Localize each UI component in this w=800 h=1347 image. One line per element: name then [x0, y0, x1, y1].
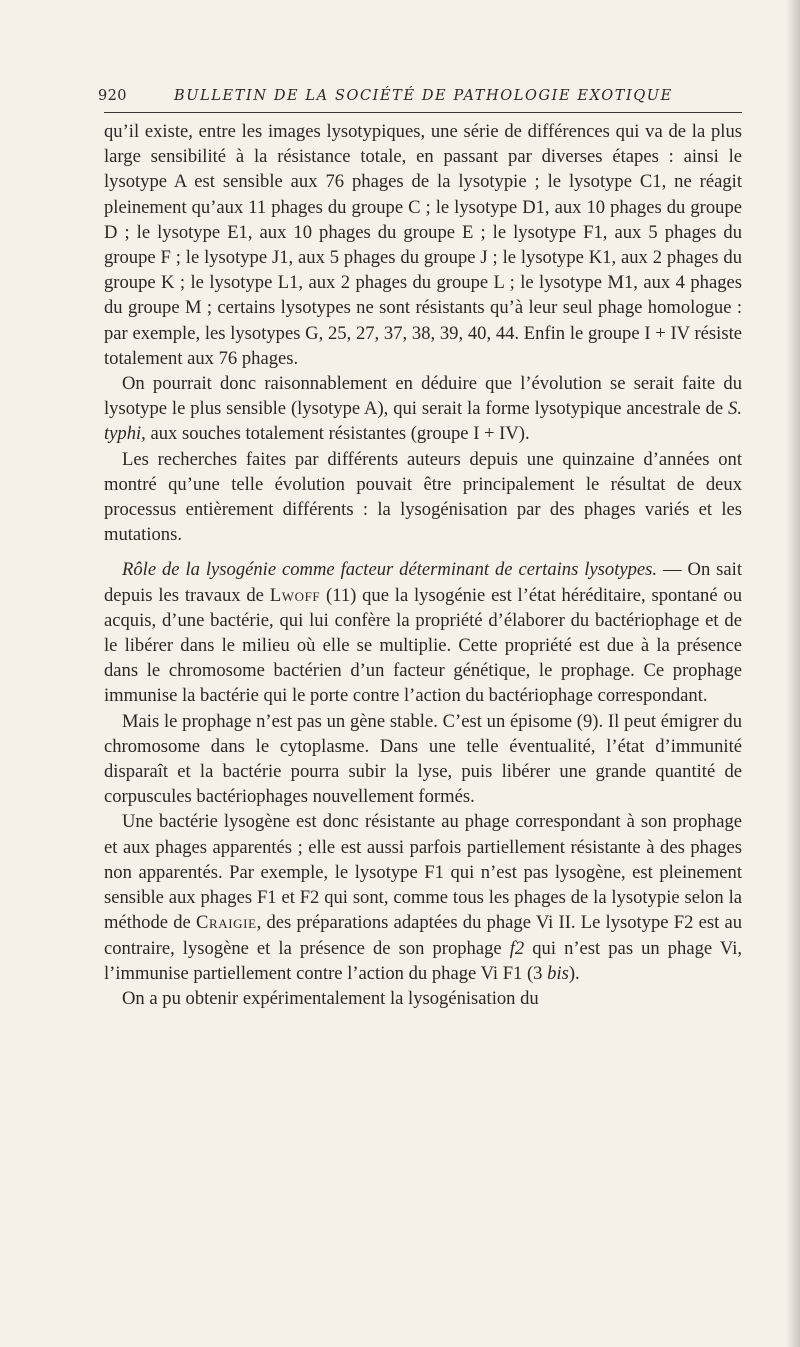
paragraph-lysogeny-role — [104, 557, 742, 708]
article-body — [104, 119, 742, 1011]
paragraph-text: , des préparations adaptées du phage Vi II. Le lysotype F2 est au contraire, lysogène et la présence de son prophage — [104, 912, 742, 959]
document-page — [98, 88, 743, 1011]
paragraph-text: — On sait depuis les travaux de — [104, 559, 742, 606]
species-name: S. typhi, — [104, 398, 742, 445]
paragraph-text: Une bactérie lysogène est donc résistante au phage correspondant à son prophage et aux phages apparentés ; elle est aussi parfois partiellement résistante à des phages non apparentés. Par exemple, le lysotype F1 qui n’est pas lysogène, est pleinement sensible aux phages F1 et F2 qui sont, comme tous les phages de la lysotypie selon la méthode de — [104, 811, 742, 934]
page-edge-shadow — [786, 0, 800, 1347]
paragraph-text: On pourrait donc raisonnablement en déduire que l’évolution se serait faite du lysotype le plus sensible (lysotype A), qui serait la forme lysotypique ancestrale de — [104, 373, 742, 420]
author-name: Craigie — [195, 912, 257, 934]
prophage-name: f2 — [509, 937, 525, 959]
citation-suffix: bis — [547, 962, 569, 984]
paragraph-prophage-episome: Mais le prophage n’est pas un gène stable. C’est un épisome (9). Il peut émigrer du chromosome dans le cytoplasme. Dans une telle éventualité, l’état d’immunité disparaît et la bactérie pourra subir la lyse, puis libérer une grande quantité de corpuscules bactériophages nouvellement formés. — [104, 710, 742, 808]
paragraph-text: ). — [568, 962, 580, 984]
paragraph-text: (11) que la lysogénie est l’état héréditaire, spontané ou acquis, d’une bactérie, qui lui confère la propriété d’élaborer du bactériophage et de le libérer dans le milieu où elle se multiplie. Cette propriété est due à la présence dans le chromosome bactérien d’un facteur génétique, le prophage. Ce prophage immunise la bactérie qui le porte contre l’action du bactériophage correspondant. — [104, 584, 742, 707]
paragraph-text: qui n’est pas un phage Vi, l’immunise partiellement contre l’action du phage Vi F1 (3 — [104, 937, 743, 984]
paragraph-lysotype-sensitivity: qu’il existe, entre les images lysotypiques, une série de différences qui va de la plus large sensibilité à la résistance totale, en passant par diverses étapes : ainsi le lysotype A est sensible aux 76 phages de la lysotypie ; le lysotype C1, ne réagit pleinement qu’aux 11 phages du groupe C ; le lysotype D1, aux 10 phages du groupe D ; le lysotype E1, aux 10 phages du groupe E ; le lysotype F1, aux 5 phages du groupe F ; le lysotype J1, aux 5 phages du groupe J ; le lysotype K1, aux 2 phages du groupe K ; le lysotype L1, aux 2 phages du groupe L ; le lysotype M1, aux 4 phages du groupe M ; certains lysotypes ne sont résistants qu’à leur seul phage homologue : par exemple, les lysotypes G, 25, 27, 37, 38, 39, 40, 44. Enfin le groupe I + IV résiste totalement aux 76 phages. — [104, 121, 742, 369]
paragraph-evolution-hypothesis — [104, 371, 742, 447]
paragraph-experimental-lysogenization: On a pu obtenir expérimentalement la lysogénisation du — [122, 987, 539, 1009]
author-name: Lwoff — [269, 584, 321, 606]
paragraph-research-processes: Les recherches faites par différents auteurs depuis une quinzaine d’années ont montré qu’une telle évolution pouvait être principalement le résultat de deux processus entièrement différents : la lysogénisation par des phages variés et les mutations. — [104, 448, 742, 546]
paragraph-lysogenic-resistance — [104, 809, 742, 985]
section-title: Rôle de la lysogénie comme facteur déterminant de certains lysotypes. — [122, 559, 658, 581]
journal-title: BULLETIN DE LA SOCIÉTÉ DE PATHOLOGIE EXOTIQUE — [174, 88, 673, 104]
page-number: 920 — [98, 88, 127, 104]
paragraph-text: aux souches totalement résistantes (groupe I + IV). — [145, 423, 530, 445]
running-header — [98, 88, 742, 113]
